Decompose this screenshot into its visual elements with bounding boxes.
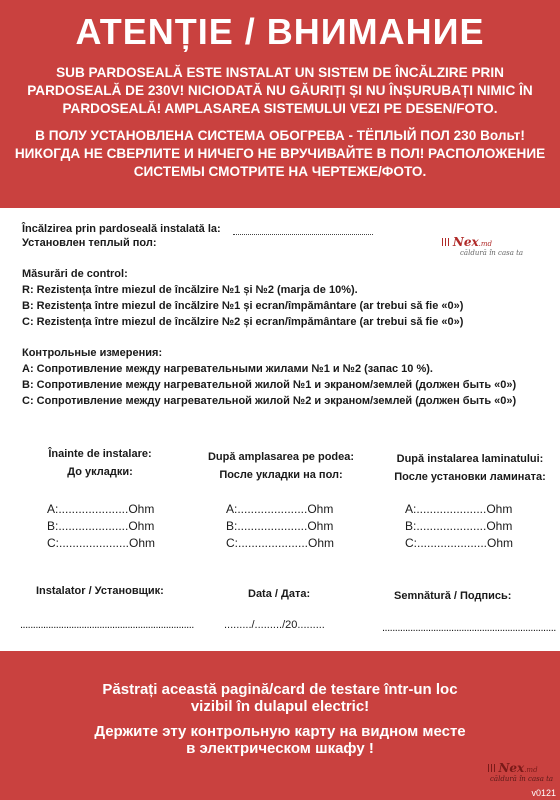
installer-label: Instalator / Установщик: <box>36 585 164 597</box>
warning-banner <box>0 0 560 208</box>
column-header-ru: До укладки: <box>67 466 133 478</box>
page-title: ATENȚIE / ВНИМАНИЕ <box>75 11 485 52</box>
control-title-ro: Măsurări de control: <box>22 268 128 280</box>
column-header-ro: Înainte de instalare: <box>48 448 152 460</box>
column-header-before <box>30 447 170 480</box>
logo-suffix: .md <box>524 766 538 774</box>
column-header-ru: После укладки на пол: <box>219 469 343 481</box>
reading-b-field[interactable]: B:.....................Ohm <box>47 519 155 533</box>
footer-logo <box>472 761 554 784</box>
column-header-ru: После установки ламината: <box>394 471 546 483</box>
logo-tagline: căldură în casa ta <box>490 775 554 783</box>
logo-stripes-icon <box>488 764 496 772</box>
logo-suffix: .md <box>478 240 492 248</box>
reading-b-field[interactable]: B:.....................Ohm <box>405 519 513 533</box>
signature-field[interactable]: .................................................................... <box>382 622 556 634</box>
installed-label-ro: Încălzirea prin pardoseală instalată la: <box>22 223 221 235</box>
control-item-ro: R: Rezistența între miezul de încălzire №1 și №2 (marja de 10%). <box>22 284 358 296</box>
column-header-laminate <box>380 452 560 485</box>
control-title-ru: Контрольные измерения: <box>22 347 163 359</box>
logo-stripes-icon <box>442 238 450 246</box>
reading-c-field[interactable]: C:.....................Ohm <box>47 536 156 550</box>
reading-c-field[interactable]: C:.....................Ohm <box>226 536 335 550</box>
logo-mark: Nex <box>452 235 479 249</box>
nex-logo <box>442 235 524 258</box>
column-header-ro: După instalarea laminatului: <box>396 453 544 465</box>
control-item-ru: C: Сопротивление между нагревательной жилой №2 и экраном/землей (должен быть «0») <box>22 395 517 407</box>
installed-field[interactable] <box>233 224 373 235</box>
control-item-ro: C: Rezistența între miezul de încălzire №2 și ecran/împământare (ar trebui să fie «0») <box>22 316 464 328</box>
signature-label: Semnătură / Подпись: <box>394 590 512 602</box>
reading-c-field[interactable]: C:.....................Ohm <box>405 536 514 550</box>
installer-field[interactable]: .................................................................... <box>20 619 194 631</box>
logo-tagline: căldură în casa ta <box>460 249 524 257</box>
date-label: Data / Дата: <box>248 588 311 600</box>
column-header-floor <box>196 450 366 483</box>
installed-label-ru: Установлен теплый пол: <box>22 237 157 249</box>
reading-a-field[interactable]: A:.....................Ohm <box>226 502 334 516</box>
warning-text-ru: В ПОЛУ УСТАНОВЛЕНА СИСТЕМА ОБОГРЕВА - ТЁПЛЫЙ ПОЛ 230 Вольт! НИКОГДА НЕ СВЕРЛИТЕ И НИЧЕГО НЕ ВРУЧИВАЙТЕ В ПОЛ! РАСПОЛОЖЕНИЕ СИСТЕМЫ СМОТРИТЕ НА ЧЕРТЕЖЕ/ФОТО. <box>14 128 546 179</box>
column-header-ro: După amplasarea pe podea: <box>207 451 355 463</box>
reading-a-field[interactable]: A:.....................Ohm <box>405 502 513 516</box>
reading-a-field[interactable]: A:.....................Ohm <box>47 502 155 516</box>
warning-text-ro: SUB PARDOSEALĂ ESTE INSTALAT UN SISTEM DE ÎNCĂLZIRE PRIN PARDOSEALĂ DE 230V! NICIODATĂ NU GĂURIȚI ȘI NU ÎNȘURUBAȚI NIMIC ÎN PARDOSEALĂ! AMPLASAREA SISTEMULUI VEZI PE DESEN/FOTO. <box>27 65 533 116</box>
reading-b-field[interactable]: B:.....................Ohm <box>226 519 334 533</box>
logo-mark: Nex <box>498 761 525 775</box>
date-field[interactable]: ........./........./20......... <box>224 619 325 631</box>
footer-text-ru: Держите эту контрольную карту на видном месте в электрическом шкафу ! <box>94 723 466 757</box>
control-item-ro: B: Rezistența între miezul de încălzire №1 și ecran/împământare (ar trebui să fie «0») <box>22 300 464 312</box>
control-item-ru: B: Сопротивление между нагревательной жилой №1 и экраном/землей (должен быть «0») <box>22 379 517 391</box>
control-item-ru: A: Сопротивление между нагревательными жилами №1 и №2 (запас 10 %). <box>22 363 433 375</box>
version-code: v0121 <box>531 788 556 798</box>
footer-banner <box>0 651 560 800</box>
footer-text-ro: Păstrați această pagină/card de testare într-un loc vizibil în dulapul electric! <box>102 681 458 715</box>
